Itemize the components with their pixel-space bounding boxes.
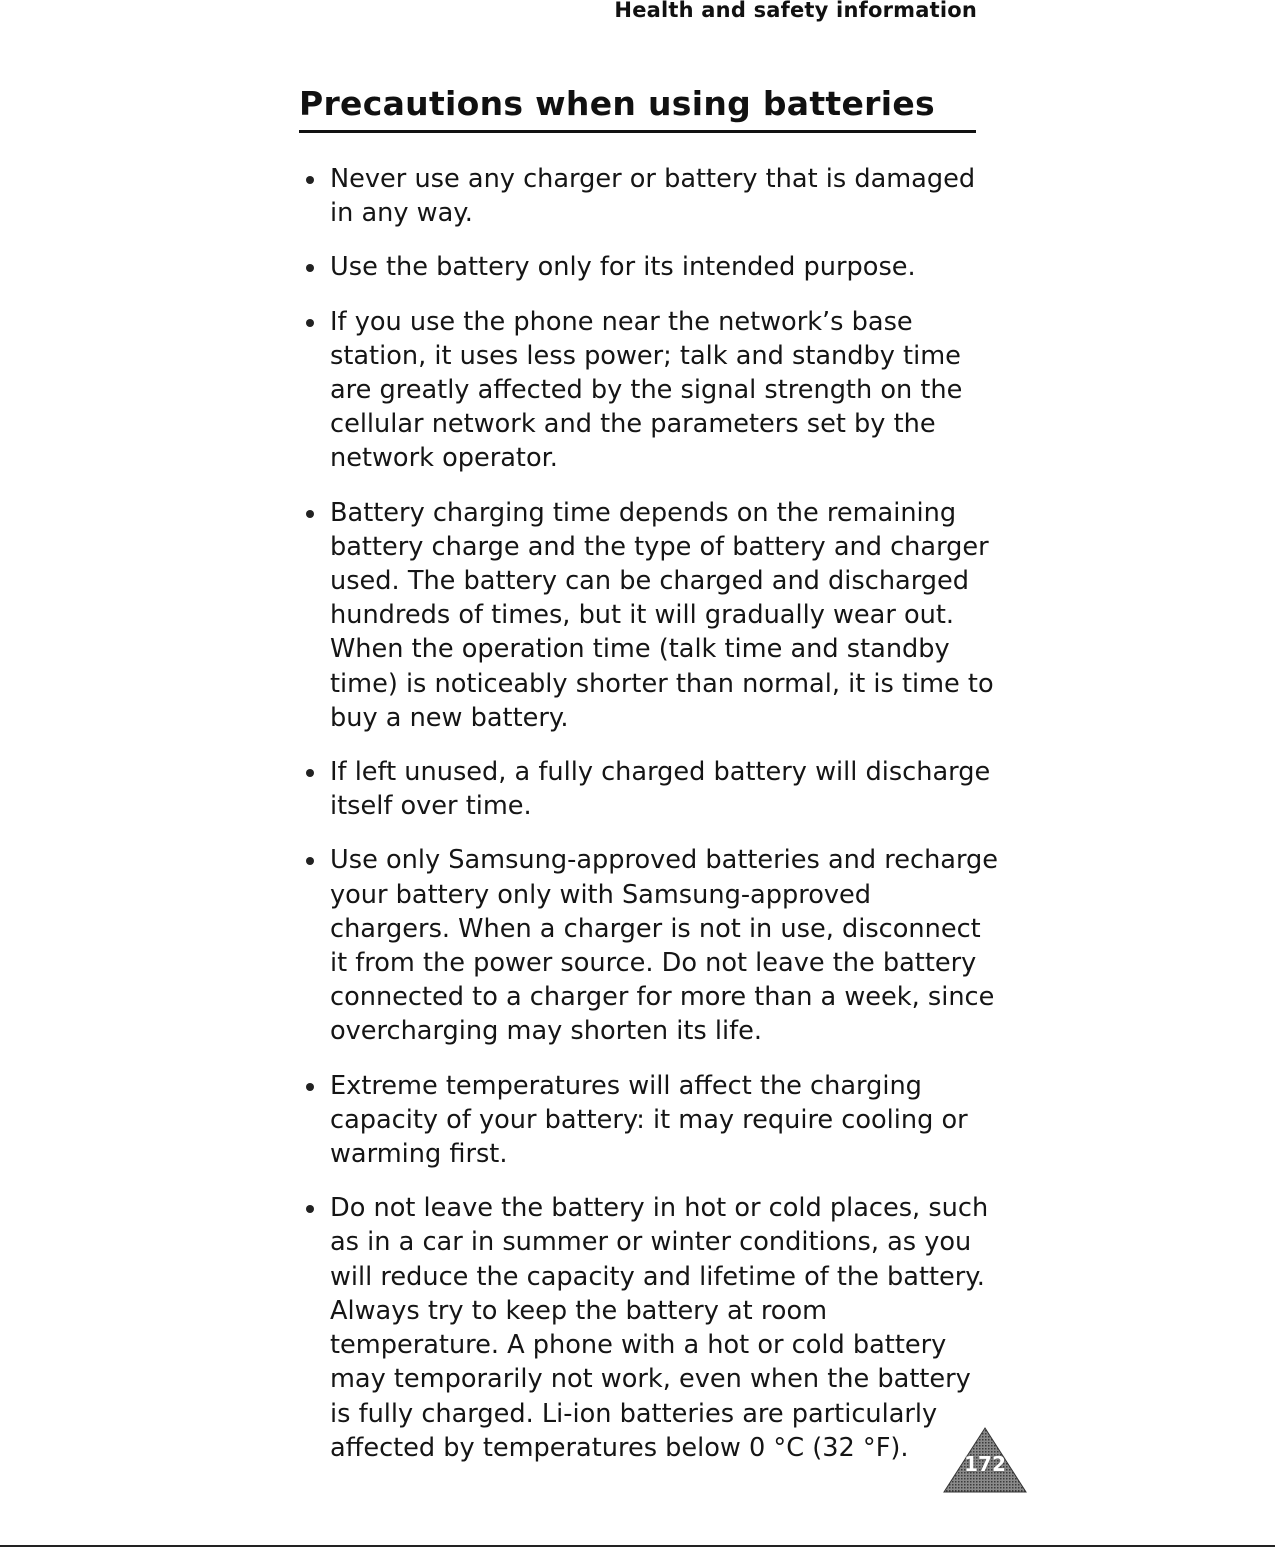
page-number: 172: [964, 1452, 1006, 1476]
list-item: [299, 162, 999, 230]
list-item-text: If left unused, a fully charged battery will discharge itself over time.: [330, 757, 991, 822]
list-item: [299, 843, 999, 1048]
list-item: [299, 250, 999, 284]
bottom-border: [0, 1545, 1275, 1547]
bullet-list: [299, 162, 999, 1485]
list-item: [299, 1069, 999, 1172]
page-number-badge: [940, 1424, 1030, 1496]
bullet-icon: [306, 510, 314, 518]
list-item-text: Battery charging time depends on the remaining battery charge and the type of battery and charger used. The battery can be charged and discharged hundreds of times, but it will gradually wear out. When the operation time (talk time and standby time) is noticeably shorter than normal, it is time to buy a new battery.: [330, 497, 994, 733]
list-item-text: Never use any charger or battery that is damaged in any way.: [330, 164, 976, 229]
title-underline: [299, 130, 976, 133]
list-item-text: Use the battery only for its intended purpose.: [330, 252, 916, 283]
list-item-text: Use only Samsung-approved batteries and recharge your battery only with Samsung-approved chargers. When a charger is not in use, disconnect it from the power source. Do not leave the battery connected to a charger for more than a week, since overcharging may shorten its life.: [330, 845, 999, 1047]
bullet-icon: [306, 769, 314, 777]
bullet-icon: [306, 1205, 314, 1213]
bullet-icon: [306, 857, 314, 865]
running-header: Health and safety information: [614, 0, 977, 22]
list-item: [299, 496, 999, 735]
list-item: [299, 755, 999, 823]
bullet-icon: [306, 176, 314, 184]
list-item-text: Extreme temperatures will affect the charging capacity of your battery: it may require cooling or warming first.: [330, 1070, 968, 1170]
list-item: [299, 1191, 999, 1465]
list-item-text: If you use the phone near the network’s base station, it uses less power; talk and standby time are greatly affected by the signal strength on the cellular network and the parameters set by the network operator.: [330, 306, 963, 474]
list-item: [299, 305, 999, 476]
bullet-icon: [306, 1083, 314, 1091]
list-item-text: Do not leave the battery in hot or cold places, such as in a car in summer or winter conditions, as you will reduce the capacity and lifetime of the battery. Always try to keep the battery at room temperature. A phone with a hot or cold battery may temporarily not work, even when the battery is fully charged. Li-ion batteries are particularly affected by temperatures below 0 °C (32 °F).: [330, 1193, 989, 1463]
page-title: Precautions when using batteries: [299, 84, 935, 123]
bullet-icon: [306, 264, 314, 272]
bullet-icon: [306, 319, 314, 327]
